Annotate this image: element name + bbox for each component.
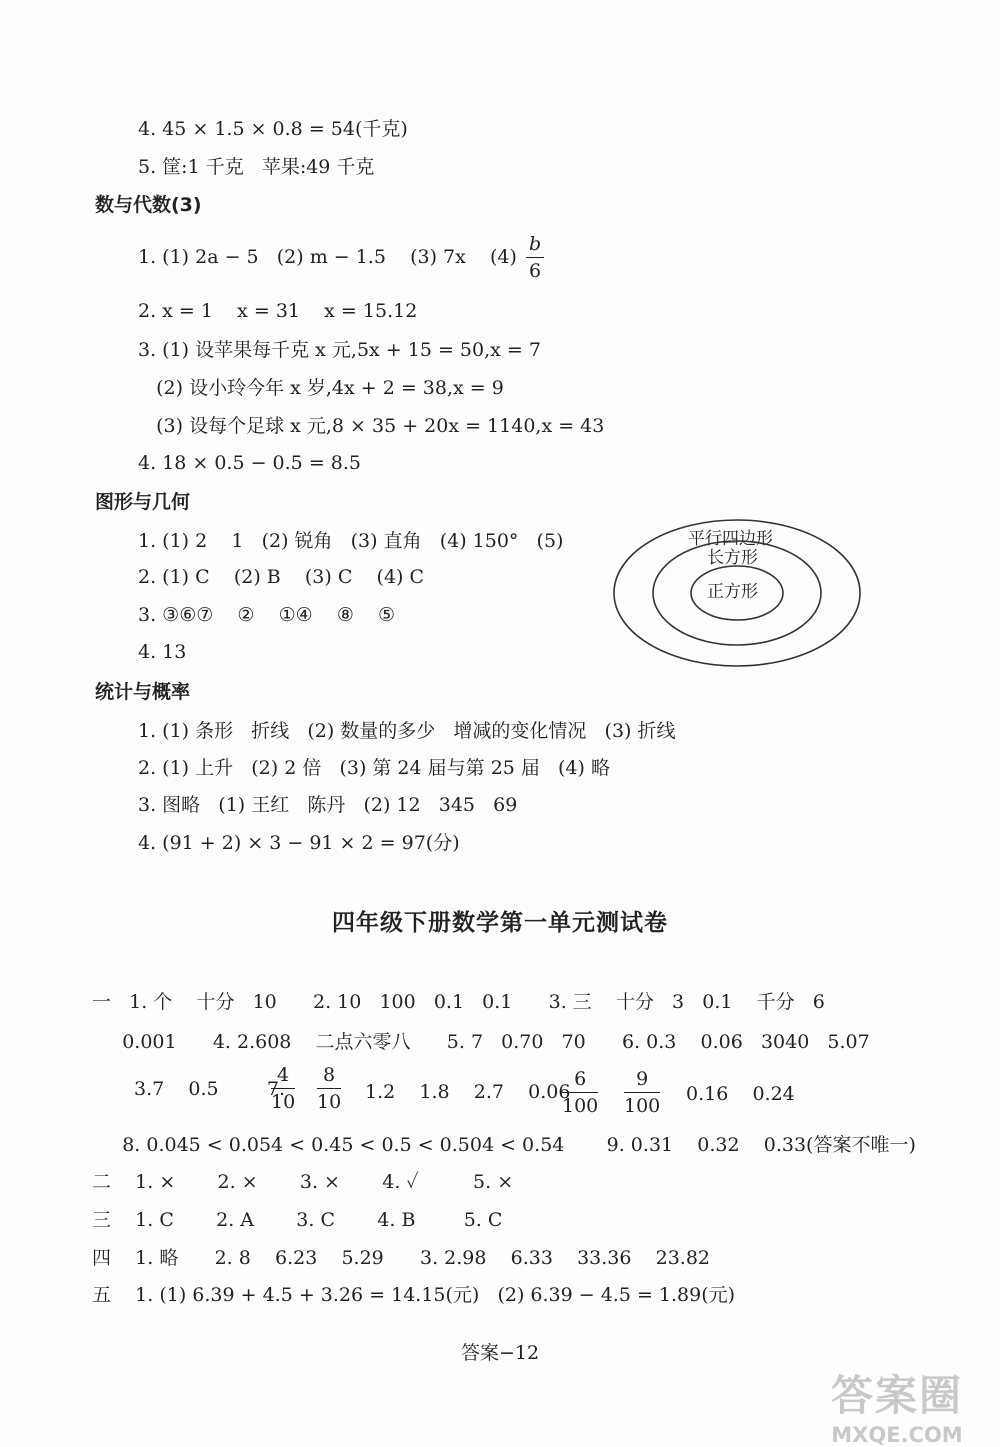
fraction: $\frac{9}{100}$ xyxy=(624,1068,661,1117)
test-answer-row: 二 1. × 2. × 3. × 4. ✓ 5. × xyxy=(92,1171,514,1193)
section-heading-algebra: 数与代数(3) xyxy=(95,194,202,216)
answer-line: 3. (1) 设苹果每千克 x 元,5x + 15 = 50,x = 7 xyxy=(138,339,541,361)
answer-line: 5. 筐:1 千克 苹果:49 千克 xyxy=(138,156,375,178)
answer-line: 2. (1) C (2) B (3) C (4) C xyxy=(138,566,425,588)
answer-line: 4. (91 + 2) × 3 − 91 × 2 = 97(分) xyxy=(138,832,460,854)
fraction: $\frac{6}{100}$ xyxy=(562,1068,599,1117)
answer-line: 3. 图略 (1) 王红 陈丹 (2) 12 345 69 xyxy=(138,794,518,816)
test-answer-row: 3.7 0.5 7. xyxy=(134,1078,286,1100)
answer-line: (3) 设每个足球 x 元,8 × 35 + 20x = 1140,x = 43 xyxy=(138,415,605,437)
shape-inclusion-diagram xyxy=(610,515,865,670)
section-heading-statistics: 统计与概率 xyxy=(95,681,191,703)
watermark-logo-text: 答案圈 xyxy=(830,1371,963,1420)
test-answer-row: 8. 0.045 < 0.054 < 0.45 < 0.5 < 0.504 < 0.54 9. 0.31 0.32 0.33(答案不唯一) xyxy=(92,1134,916,1156)
test-answer-row: 0.16 0.24 xyxy=(686,1083,795,1105)
page-number: 答案−12 xyxy=(460,1342,540,1364)
answer-line: 2. x = 1 x = 31 x = 15.12 xyxy=(138,300,418,322)
label-square: 正方形 xyxy=(707,582,758,602)
section-heading-geometry: 图形与几何 xyxy=(95,491,191,513)
answer-line: 3. ③⑥⑦ ② ①④ ⑧ ⑤ xyxy=(138,604,396,626)
answer-line: 1. (1) 条形 折线 (2) 数量的多少 增减的变化情况 (3) 折线 xyxy=(138,720,676,742)
test-answer-row: 1.2 1.8 2.7 0.06 xyxy=(365,1081,571,1103)
fraction: $\frac{8}{10}$ xyxy=(317,1064,342,1113)
test-answer-row: 三 1. C 2. A 3. C 4. B 5. C xyxy=(92,1209,503,1231)
test-title: 四年级下册数学第一单元测试卷 xyxy=(332,910,668,936)
answer-line: 4. 13 xyxy=(138,641,187,663)
watermark-url: MXQE.COM xyxy=(831,1423,963,1447)
test-answer-row: 一 1. 个 十分 10 2. 10 100 0.1 0.1 3. 三 十分 3 0.1 千分 6 xyxy=(92,991,825,1013)
label-parallelogram: 平行四边形 xyxy=(688,529,773,549)
watermark-logo xyxy=(812,1363,982,1447)
fraction: $\frac{b}{6}$ xyxy=(526,235,544,281)
test-answer-row: 五 1. (1) 6.39 + 4.5 + 3.26 = 14.15(元) (2) 6.39 − 4.5 = 1.89(元) xyxy=(92,1284,736,1306)
answer-line: 1. (1) 2a − 5 (2) m − 1.5 (3) 7x (4) xyxy=(138,246,517,268)
answer-line: (2) 设小玲今年 x 岁,4x + 2 = 38,x = 9 xyxy=(138,377,504,399)
answer-line: 2. (1) 上升 (2) 2 倍 (3) 第 24 届与第 25 届 (4) 略 xyxy=(138,757,610,779)
fraction: $\frac{4}{10}$ xyxy=(271,1064,296,1113)
answer-line: 1. (1) 2 1 (2) 锐角 (3) 直角 (4) 150° (5) xyxy=(138,530,564,552)
answer-line: 4. 45 × 1.5 × 0.8 = 54(千克) xyxy=(138,118,408,140)
label-rectangle: 长方形 xyxy=(707,548,758,568)
test-answer-row: 四 1. 略 2. 8 6.23 5.29 3. 2.98 6.33 33.36 23.82 xyxy=(92,1247,711,1269)
answer-line: 4. 18 × 0.5 − 0.5 = 8.5 xyxy=(138,452,361,474)
test-answer-row: 0.001 4. 2.608 二点六零八 5. 7 0.70 70 6. 0.3 0.06 3040 5.07 xyxy=(92,1031,870,1053)
